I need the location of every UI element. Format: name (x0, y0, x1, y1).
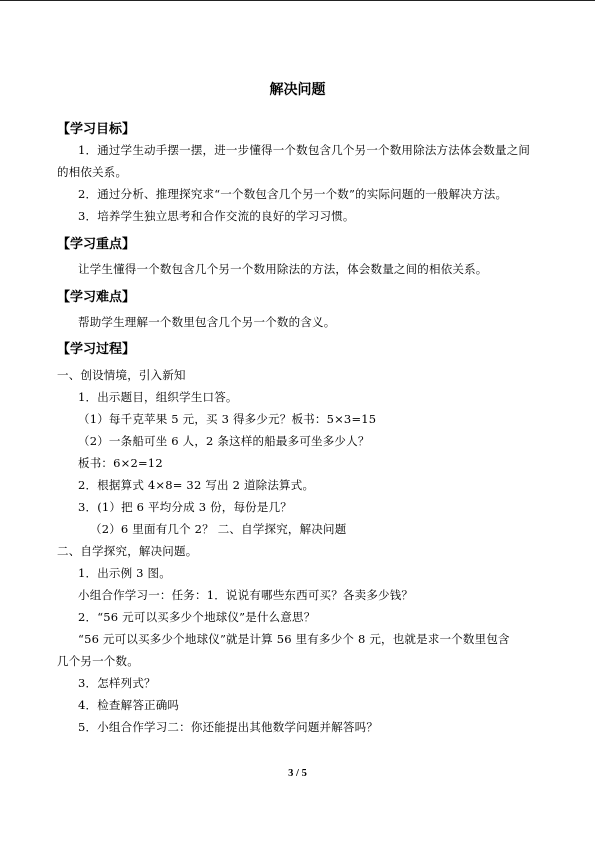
process-line: 一、创设情境，引入新知 (57, 368, 186, 382)
process-line: 板书：6×2=12 (78, 456, 163, 470)
goals-item-2: 2．通过分析、推理探究求“一个数包含几个另一个数”的实际问题的一般解决方法。 (78, 187, 508, 201)
process-line: 2．“56 元可以买多少个地球仪”是什么意思？ (78, 610, 316, 624)
difficulty-text: 帮助学生理解一个数里包含几个另一个数的含义。 (78, 315, 336, 329)
process-line: （2）一条船可坐 6 人，2 条这样的船最多可坐多少人？ (78, 434, 370, 448)
process-line: 二、自学探究，解决问题。 (57, 544, 198, 558)
process-line: 小组合作学习一：任务：1．说说有哪些东西可买？各卖多少钱？ (78, 588, 414, 602)
process-line: 4．检查解答正确吗 (78, 698, 180, 712)
process-line: 1．出示题目，组织学生口答。 (78, 390, 238, 404)
difficulty-heading: 【学习难点】 (57, 290, 136, 305)
page-title: 解决问题 (269, 82, 326, 98)
process-line: 几个另一个数。 (57, 654, 139, 668)
goals-item-1-line-1: 1．通过学生动手摆一摆，进一步懂得一个数包含几个另一个数用除法方法体会数量之间 (78, 143, 531, 157)
process-heading: 【学习过程】 (57, 342, 136, 357)
header-rule (0, 0, 595, 1)
process-line: 5．小组合作学习二：你还能提出其他数学问题并解答吗？ (78, 720, 379, 734)
key-text: 让学生懂得一个数包含几个另一个数用除法的方法，体会数量之间的相依关系。 (78, 262, 488, 276)
goals-item-1-line-2: 的相依关系。 (57, 165, 128, 179)
goals-heading: 【学习目标】 (57, 122, 136, 137)
process-line: 3．怎样列式？ (78, 676, 156, 690)
goals-item-3: 3．培养学生独立思考和合作交流的良好的学习习惯。 (78, 209, 355, 223)
process-line: “56 元可以买多少个地球仪”就是计算 56 里有多少个 8 元，也就是求一个数里包含 (78, 632, 510, 646)
process-line: 2．根据算式 4×8= 32 写出 2 道除法算式。 (78, 478, 315, 492)
process-line: 3．(1）把 6 平均分成 3 份，每份是几？ (78, 500, 292, 514)
process-line: （1）每千克苹果 5 元，买 3 得多少元？板书：5×3=15 (78, 412, 377, 426)
key-heading: 【学习重点】 (57, 237, 136, 252)
process-line: （2）6 里面有几个 2？ 二、自学探究，解决问题 (90, 522, 347, 536)
process-line: 1．出示例 3 图。 (78, 566, 171, 580)
page-number: 3 / 5 (288, 768, 307, 779)
